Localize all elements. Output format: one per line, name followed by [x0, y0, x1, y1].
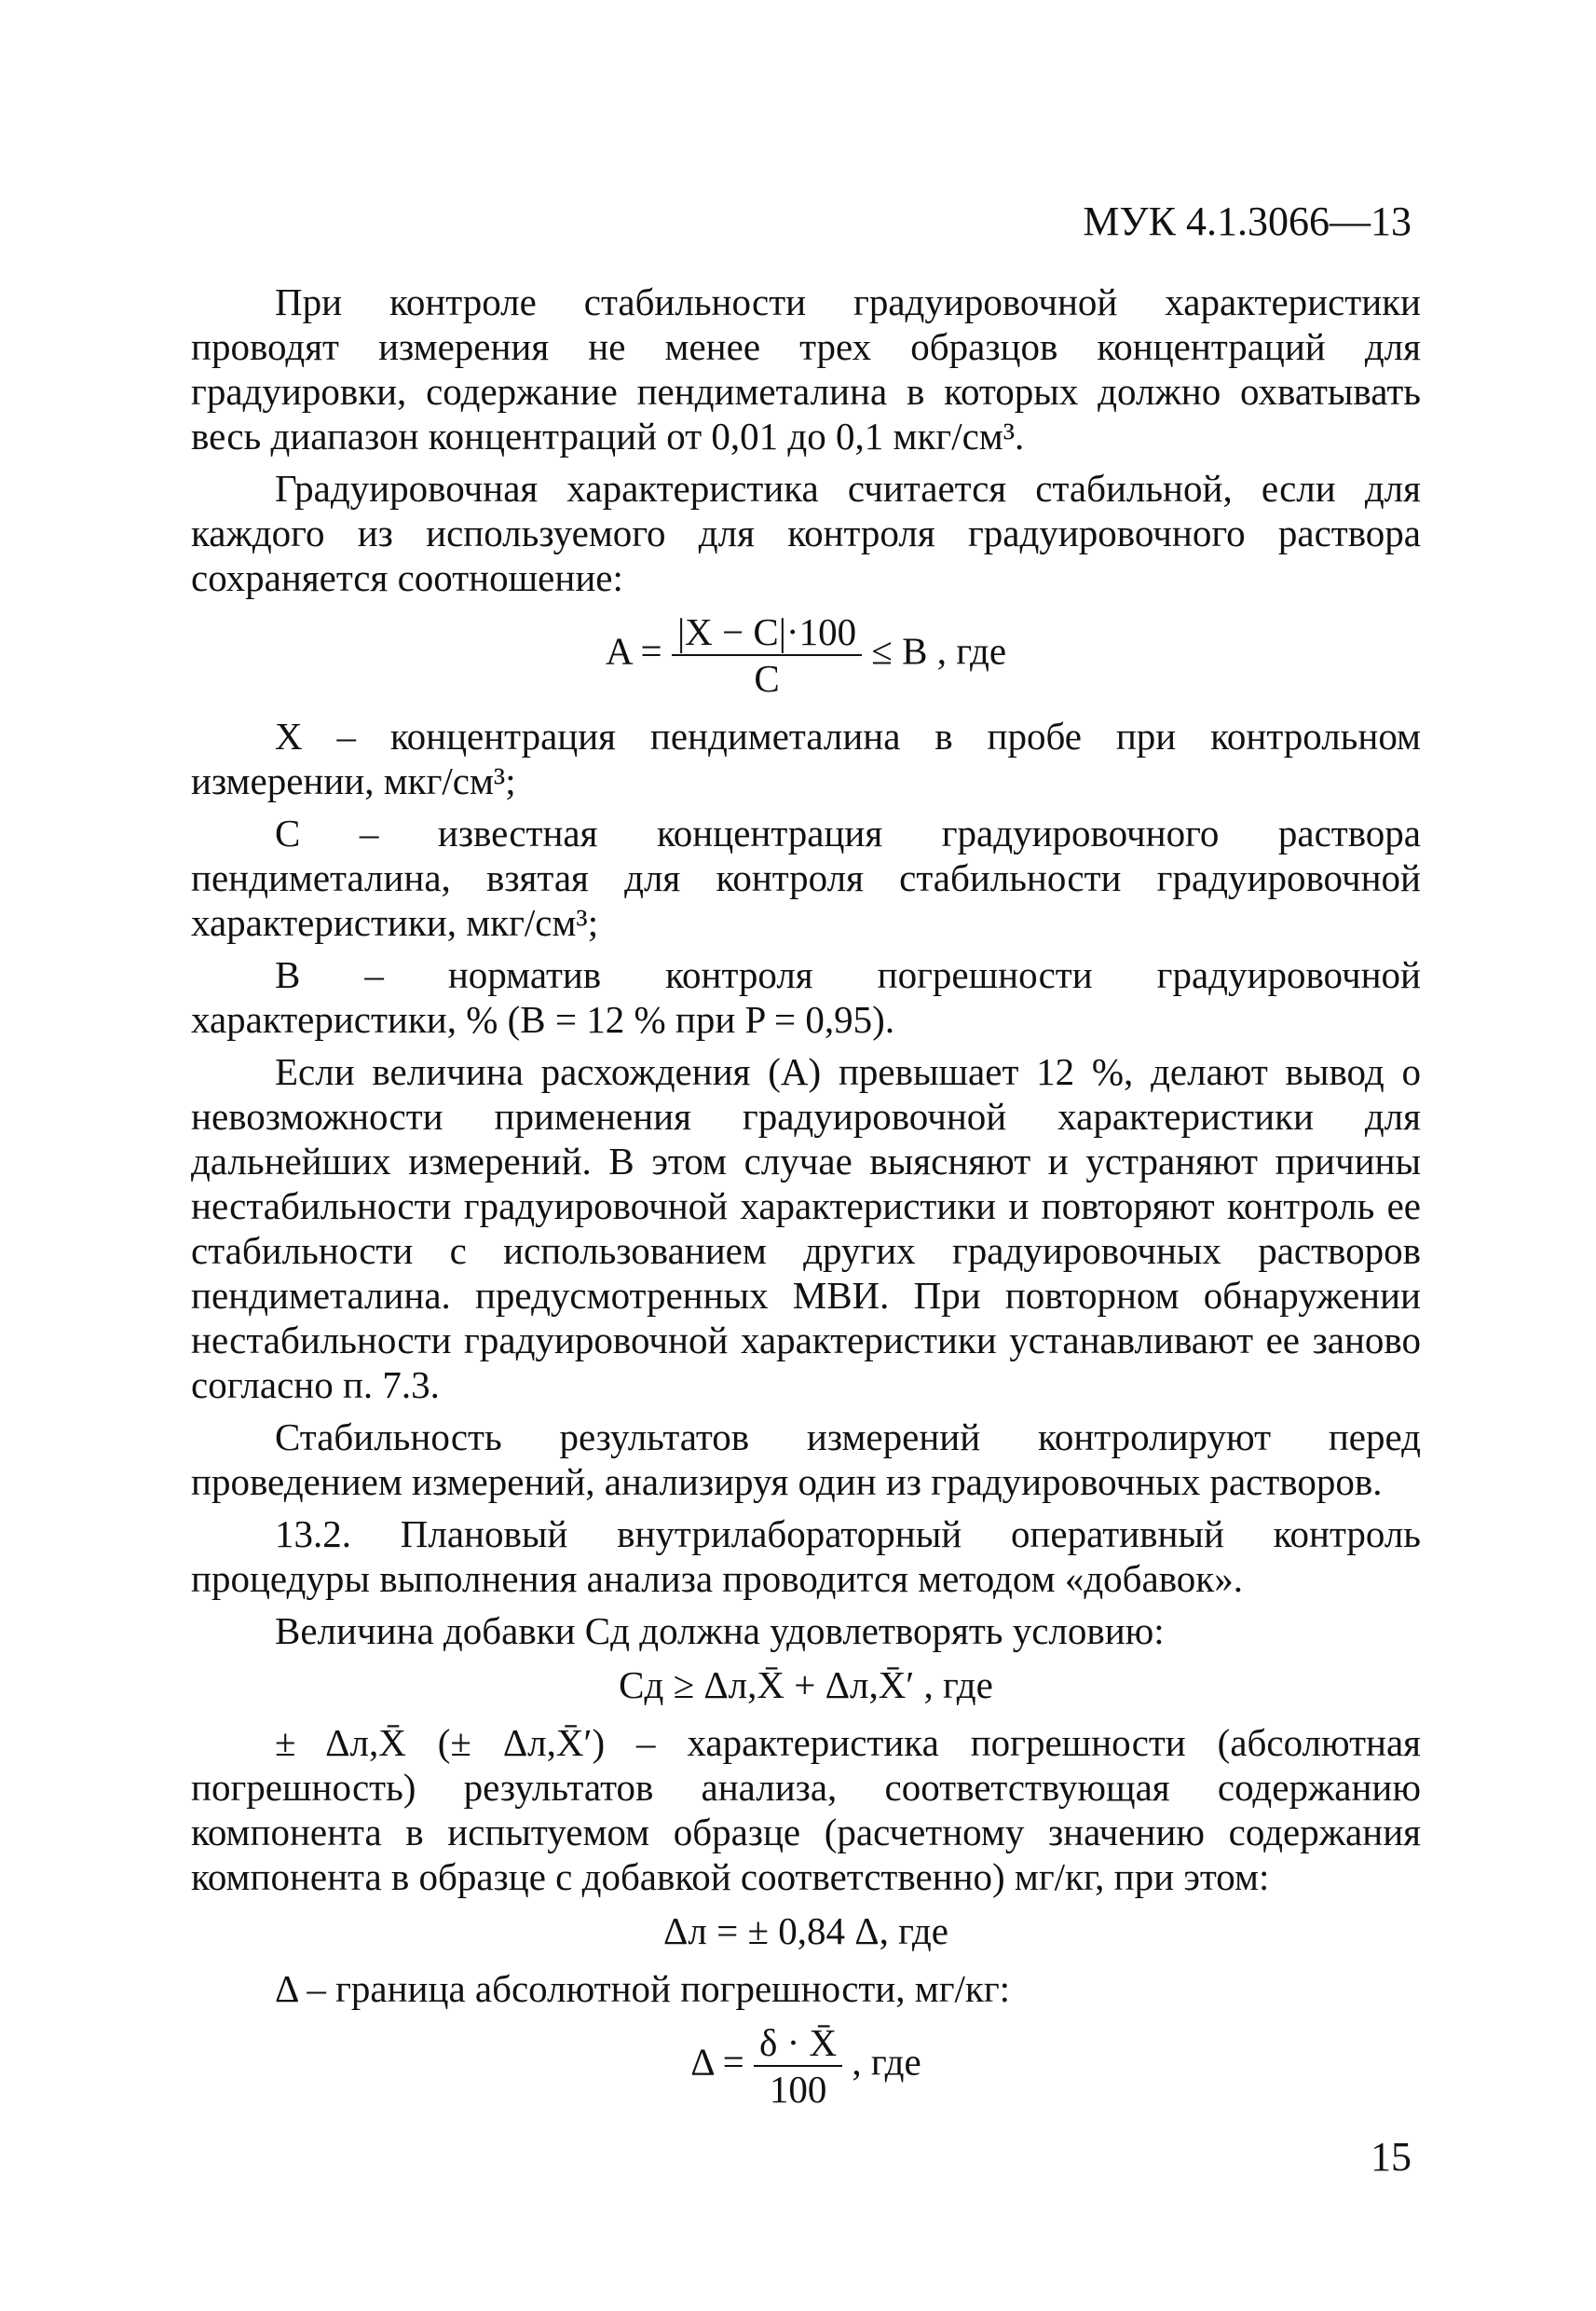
formula-delta-l: Δл = ± 0,84 Δ, где: [663, 1909, 948, 1952]
definition: C – известная концентрация градуировочного раствора пендиметалина, взятая для контроля стабильности градуировочной характеристики, мкг/см³;: [191, 812, 1421, 944]
paragraph: ± Δл,X̄ (± Δл,X̄′) – характеристика погрешности (абсолютная погрешность) результатов анализа, соответствующая содержанию компонента в испытуемом образце (расчетному значению содержания компонента в образце с добавкой соответственно) мг/кг, при этом:: [191, 1721, 1421, 1898]
paragraph: 13.2. Плановый внутрилабораторный оперативный контроль процедуры выполнения анализа проводится методом «добавок».: [191, 1512, 1421, 1600]
formula-rhs: ≤ B , где: [871, 629, 1007, 673]
fraction-denominator: 100: [769, 2068, 827, 2111]
paragraph: Стабильность результатов измерений контролируют перед проведением измерений, анализируя один из градуировочных растворов.: [191, 1415, 1421, 1503]
definition: X – концентрация пендиметалина в пробе при контрольном измерении, мкг/см³;: [191, 715, 1421, 802]
document-code: МУК 4.1.3066—13: [1083, 198, 1412, 244]
formula-delta: [191, 2020, 1421, 2112]
paragraph: Если величина расхождения (A) превышает 12 %, делают вывод о невозможности применения градуировочной характеристики для дальнейших измерений. В этом случае выясняют и устраняют причины нестабильности градуировочной характеристики и повторяют контроль ее стабильности с использованием других градуировочных растворов пендиметалина. предусмотренных МВИ. При повторном обнаружении нестабильности градуировочной характеристики устанавливают ее заново согласно п. 7.3.: [191, 1050, 1421, 1406]
formula-lhs: A =: [605, 629, 662, 673]
fraction: [754, 2020, 842, 2112]
paragraph: Градуировочная характеристика считается стабильной, если для каждого из используемого для контроля градуировочного раствора сохраняется соотношение:: [191, 467, 1421, 599]
formula-rhs: , где: [852, 2040, 921, 2084]
fraction: [672, 609, 862, 701]
paragraph: Δ – граница абсолютной погрешности, мг/кг:: [275, 1967, 1011, 2010]
paragraph: Величина добавки Cд должна удовлетворять условию:: [275, 1609, 1165, 1652]
formula-lhs: Δ =: [690, 2040, 744, 2084]
page-number: 15: [1371, 2134, 1412, 2180]
fraction-numerator: |X − C|·100: [672, 609, 862, 656]
paragraph: При контроле стабильности градуировочной характеристики проводят измерения не менее трех образцов концентраций для градуировки, содержание пендиметалина в которых должно охватывать весь диапазон концентраций от 0,01 до 0,1 мкг/см³.: [191, 280, 1421, 458]
definition: B – норматив контроля погрешности градуировочной характеристики, % (B = 12 % при P = 0,95).: [191, 953, 1421, 1041]
page-body: [191, 280, 1421, 2125]
fraction-denominator: C: [754, 657, 780, 700]
fraction-numerator: δ · X̄: [754, 2020, 842, 2067]
formula-cd: Cд ≥ Δл,X̄ + Δл,X̄′ , где: [619, 1663, 993, 1706]
formula-a: [191, 609, 1421, 701]
